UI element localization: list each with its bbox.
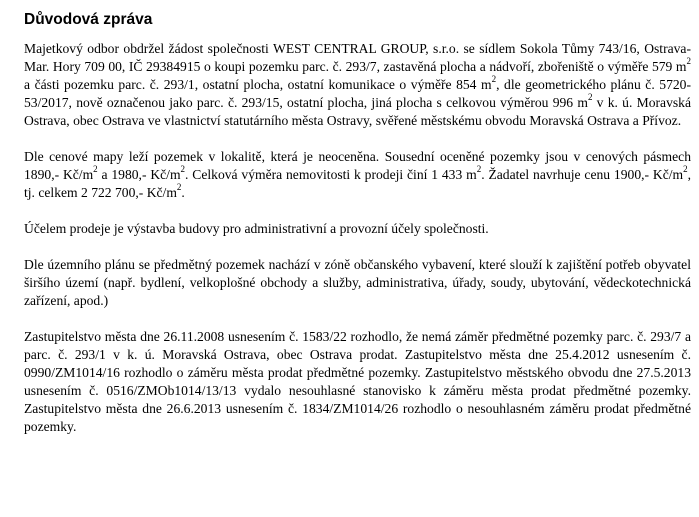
superscript-2: 2 bbox=[686, 56, 691, 67]
paragraph-text: a části pozemku parc. č. 293/1, ostatní plocha, ostatní komunikace o výměře 854 m bbox=[24, 77, 492, 92]
superscript-2: 2 bbox=[180, 164, 186, 175]
paragraph-text: a 1980,- Kč/m bbox=[97, 167, 181, 182]
paragraph-zoning: Dle územního plánu se předmětný pozemek nachází v zóně občanského vybavení, které slouží k zajištění potřeb obyvatel širšího území (např. bydlení, velkoplošné obchody a služby, administrativa, úřady, soudy, ubytování, vědeckotechnická zařízení, apod.) bbox=[24, 257, 691, 308]
superscript-2: 2 bbox=[587, 92, 593, 103]
superscript-2: 2 bbox=[93, 164, 98, 175]
superscript-2: 2 bbox=[176, 182, 182, 193]
document-heading: Důvodová zpráva bbox=[24, 11, 153, 28]
paragraph-text: , dle geometrického plánu č. 5720-53/2017, nově označenou jako parc. č. 293/15, ostatní plocha, jiná plocha s celkovou výměrou 996 m bbox=[24, 77, 691, 110]
paragraph-request bbox=[24, 40, 691, 130]
superscript-2: 2 bbox=[476, 164, 482, 175]
superscript-2: 2 bbox=[491, 74, 497, 85]
paragraph-council-history: Zastupitelstvo města dne 26.11.2008 usnesením č. 1583/22 rozhodlo, že nemá záměr předmětné pozemky parc. č. 293/7 a parc. č. 293/1 v k. ú. Moravská Ostrava, obec Ostrava prodat. Zastupitelstvo města dne 25.4.2012 usnesením č. 0990/ZM1014/16 rozhodlo o záměru města prodat předmětné pozemky. Zastupitelstvo městského obvodu dne 27.5.2013 usnesením č. 0516/ZMOb1014/13/13 vydalo nesouhlasné stanovisko k záměru města prodat předmětné pozemky. Zastupitelstvo města dne 26.6.2013 usnesením č. 1834/ZM1014/26 rozhodlo o nesouhlasném záměru prodat předmětné pozemky. bbox=[24, 329, 691, 434]
superscript-2: 2 bbox=[683, 164, 688, 175]
paragraph-purpose: Účelem prodeje je výstavba budovy pro administrativní a provozní účely společnosti. bbox=[24, 221, 489, 236]
paragraph-text: Majetkový odbor obdržel žádost společnosti WEST CENTRAL GROUP, s.r.o. se sídlem Sokola Tůmy 743/16, Ostrava-Mar. Hory 709 00, IČ 29384915 o koupi pozemku parc. č. 293/7, zastavěná plocha a nádvoří, zbořeniště o výměře 579 m bbox=[24, 41, 691, 74]
paragraph-text: . bbox=[181, 185, 185, 200]
paragraph-price bbox=[24, 148, 691, 202]
paragraph-text: v k. ú. Moravská Ostrava, obec Ostrava ve vlastnictví statutárního města Ostravy, svěřené městskému obvodu Moravská Ostrava a Přívoz. bbox=[24, 95, 691, 128]
paragraph-text: , tj. celkem 2 722 700,- Kč/m bbox=[24, 167, 691, 200]
paragraph-text: . Celková výměra nemovitosti k prodeji činí 1 433 m bbox=[185, 167, 477, 182]
paragraph-text: . Žadatel navrhuje cenu 1900,- Kč/m bbox=[481, 167, 684, 182]
paragraph-text: Dle cenové mapy leží pozemek v lokalitě, která je neoceněna. Sousední oceněné pozemky jsou v cenových pásmech 1890,- Kč/m bbox=[24, 149, 691, 182]
